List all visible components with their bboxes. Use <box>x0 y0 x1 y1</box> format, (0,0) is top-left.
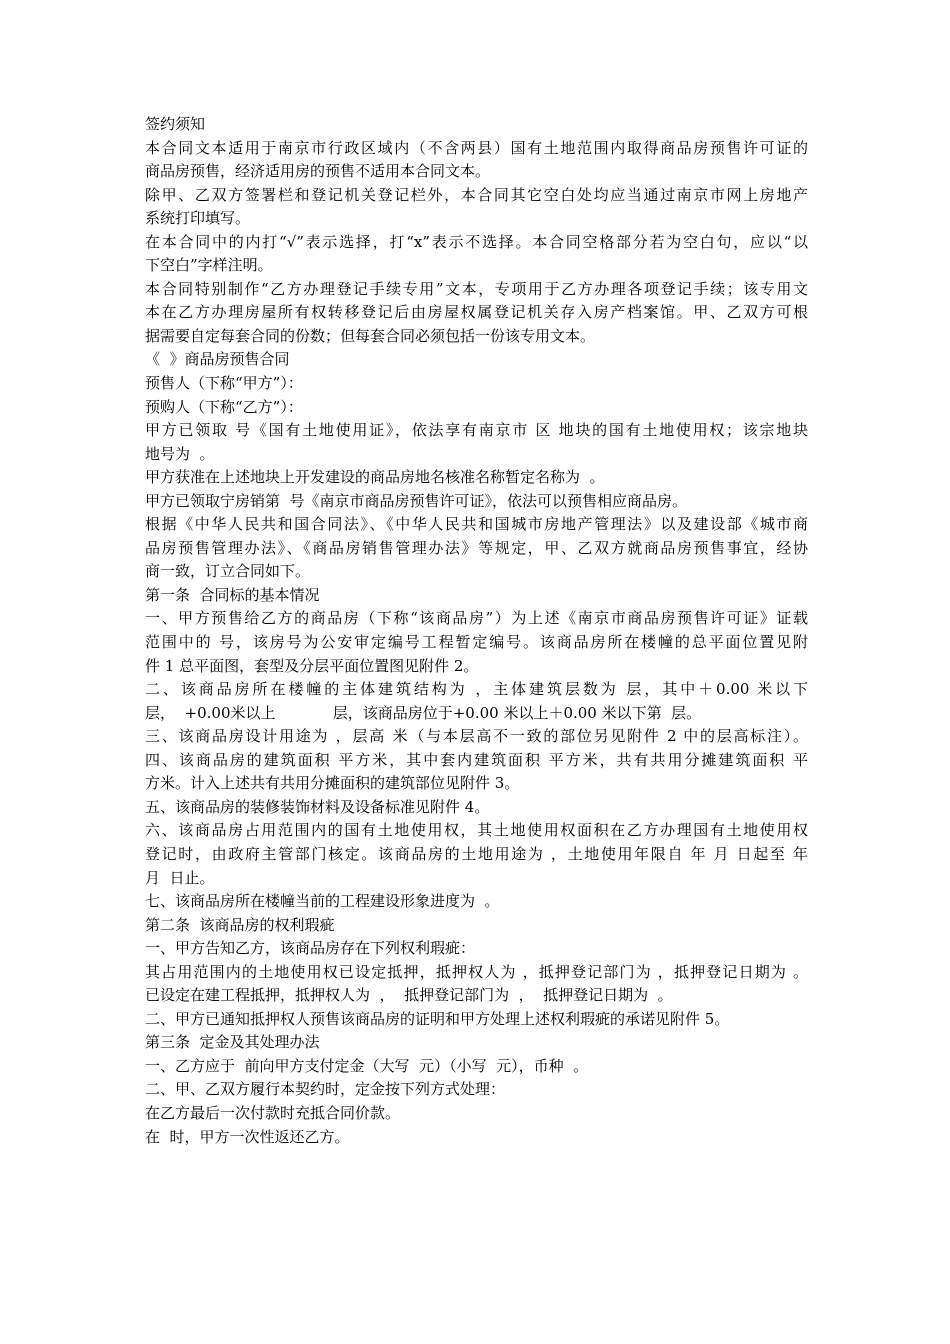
text-line: 在乙方最后一次付款时充抵合同价款。 <box>145 1103 401 1122</box>
text-line: 范围中的 号，该房号为公安审定编号工程暂定编号。该商品房所在楼幢的总平面位置见附 <box>145 633 808 652</box>
text-line: 预售人（下称“甲方”）： <box>145 374 303 393</box>
text-line: 三、该商品房设计用途为 ，层高 米（与本层高不一致的部位另见附件 2 中的层高标注）。 <box>145 727 808 746</box>
text-line: 一、甲方告知乙方，该商品房存在下列权利瑕疵： <box>145 939 476 958</box>
text-line: 地号为 。 <box>145 444 215 463</box>
text-line: 六、该商品房占用范围内的国有土地使用权，其土地使用权面积在乙方办理国有土地使用权 <box>145 821 808 840</box>
text-line: 第二条 该商品房的权利瑕疵 <box>145 915 335 934</box>
text-line: 签约须知 <box>145 115 206 133</box>
text-line: 品房预售管理办法》、《商品房销售管理办法》等规定，甲、乙双方就商品房预售事宜，经协 <box>145 538 808 557</box>
text-line: 在 时，甲方一次性返还乙方。 <box>145 1127 350 1146</box>
text-line: 其占用范围内的土地使用权已设定抵押，抵押权人为 ，抵押登记部门为 ，抵押登记日期为 。 <box>145 962 808 981</box>
text-line: 甲方获准在上述地块上开发建设的商品房地名核准名称暂定名称为 。 <box>145 468 605 487</box>
text-line: 《 》商品房预售合同 <box>145 350 290 369</box>
text-line: 方米。计入上述共有共用分摊面积的建筑部位见附件 3。 <box>145 774 520 793</box>
text-line: 五、该商品房的装修装饰材料及设备标准见附件 4。 <box>145 797 490 816</box>
text-line: 据需要自定每套合同的份数；但每套合同必须包括一份该专用文本。 <box>145 326 596 345</box>
text-line: 本在乙方办理房屋所有权转移登记后由房屋权属登记机关存入房产档案馆。甲、乙双方可根 <box>145 303 808 322</box>
text-line: 二、甲、乙双方履行本契约时，定金按下列方式处理： <box>145 1080 506 1099</box>
text-line: 第三条 定金及其处理办法 <box>145 1033 320 1052</box>
text-line: 本合同文本适用于南京市行政区域内（不含两县）国有土地范围内取得商品房预售许可证的 <box>145 138 808 157</box>
contract-text <box>145 113 808 1149</box>
text-line: 预购人（下称“乙方”）： <box>145 397 303 416</box>
text-line: 除甲、乙双方签署栏和登记机关登记栏外，本合同其它空白处均应当通过南京市网上房地产 <box>145 185 808 204</box>
text-line: 系统打印填写。 <box>145 209 251 228</box>
text-line: 在本合同中的内打“√”表示选择，打“x”表示不选择。本合同空格部分若为空白句，应以“以 <box>145 232 808 251</box>
text-line: 件 1 总平面图，套型及分层平面位置图见附件 2。 <box>145 656 479 675</box>
text-line: 月 日止。 <box>145 868 215 887</box>
text-line: 一、甲方预售给乙方的商品房（下称“该商品房”）为上述《南京市商品房预售许可证》证载 <box>145 609 808 628</box>
text-line: 登记时，由政府主管部门核定。该商品房的土地用途为 ，土地使用年限自 年 月 日起至 年 <box>145 844 808 863</box>
text-line: 下空白”字样注明。 <box>145 256 273 275</box>
text-line: 二、甲方已通知抵押权人预售该商品房的证明和甲方处理上述权利瑕疵的承诺见附件 5。 <box>145 1009 730 1028</box>
text-line: 四、该商品房的建筑面积 平方米，其中套内建筑面积 平方米，共有共用分摊建筑面积 平 <box>145 750 808 769</box>
text-line: 商一致，订立合同如下。 <box>145 562 311 581</box>
text-line: 本合同特别制作“乙方办理登记手续专用”文本，专项用于乙方办理各项登记手续；该专用文 <box>145 279 808 298</box>
text-line: 第一条 合同标的基本情况 <box>145 585 320 604</box>
text-line: 二、该商品房所在楼幢的主体建筑结构为 ，主体建筑层数为 层，其中＋0.00 米以下 <box>145 680 808 699</box>
text-line: 层， +0.00米以上 层，该商品房位于+0.00 米以上＋0.00 米以下第 层。 <box>145 703 702 722</box>
text-line: 甲方已领取宁房销第 号《南京市商品房预售许可证》，依法可以预售相应商品房。 <box>145 491 688 510</box>
text-line: 已设定在建工程抵押，抵押权人为 ， 抵押登记部门为 ， 抵押登记日期为 。 <box>145 986 673 1005</box>
text-line: 七、该商品房所在楼幢当前的工程建设形象进度为 。 <box>145 892 500 911</box>
text-line: 一、乙方应于 前向甲方支付定金（大写 元）（小写 元），币种 。 <box>145 1056 589 1075</box>
text-line: 甲方已领取 号《国有土地使用证》，依法享有南京市 区 地块的国有土地使用权；该宗地块 <box>145 421 808 440</box>
text-line: 根据《中华人民共和国合同法》、《中华人民共和国城市房地产管理法》以及建设部《城市商 <box>145 515 808 534</box>
text-line: 商品房预售，经济适用房的预售不适用本合同文本。 <box>145 162 491 181</box>
